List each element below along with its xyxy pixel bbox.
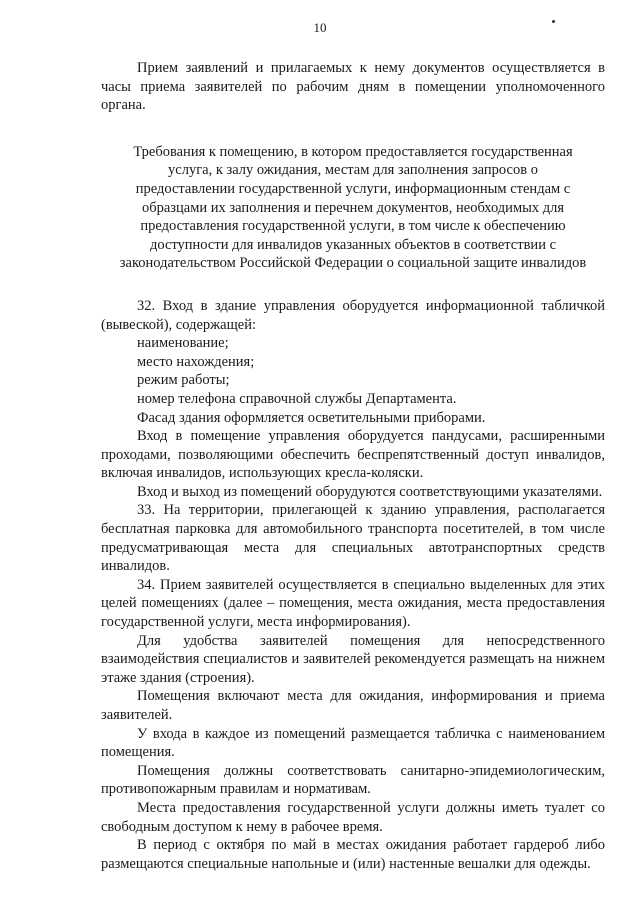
paragraph: У входа в каждое из помещений размещается табличка с наименованием помещения.	[101, 725, 605, 761]
paragraph: Для удобства заявителей помещения для непосредственного взаимодействия специалистов и заявителей рекомендуется размещать на нижнем этаже здания (строения).	[101, 632, 605, 686]
page-number: 10	[313, 20, 327, 35]
paragraph-32: 32. Вход в здание управления оборудуется информационной табличкой (вывеской), содержащей:	[101, 297, 605, 333]
paragraph: Помещения должны соответствовать санитарно-эпидемиологическим, противопожарным правилам и нормативам.	[101, 762, 605, 798]
paragraph-33: 33. На территории, прилегающей к зданию управления, располагается бесплатная парковка для автомобильного транспорта посетителей, в том числе предусматривающая места для специальных автотранспортных средств инвалидов.	[101, 502, 605, 575]
paragraph-34: 34. Прием заявителей осуществляется в специально выделенных для этих целей помещениях (далее – помещения, места ожидания, места предоставления государственной услуги, места информирования).	[101, 576, 605, 631]
paragraph: В период с октября по май в местах ожидания работает гардероб либо размещаются специальные напольные и (или) настенные вешалки для одежды.	[101, 837, 605, 872]
list-item: наименование;	[137, 335, 229, 352]
paragraph: Места предоставления государственной услуги должны иметь туалет со свободным доступом к нему в рабочее время.	[101, 799, 605, 835]
scan-speck	[552, 20, 555, 23]
list-item: номер телефона справочной службы Департамента.	[137, 390, 457, 407]
section-heading: Требования к помещению, в котором предоставляется государственная услуга, к залу ожидания, местам для заполнения запросов о предоставлении государственной услуги, информационным стендам с образцами их заполнения и перечнем документов, необходимых для предоставления государственной услуги, в том числе к обеспечению доступности для инвалидов указанных объектов в соответствии с законодательством Российской Федерации о социальной защите инвалидов	[119, 143, 587, 272]
paragraph: Помещения включают места для ожидания, информирования и приема заявителей.	[101, 688, 605, 723]
list-item: место нахождения;	[137, 353, 255, 370]
paragraph: Вход и выход из помещений оборудуются соответствующими указателями.	[137, 483, 603, 500]
paragraph: Вход в помещение управления оборудуется пандусами, расширенными проходами, позволяющими обеспечить беспрепятственный доступ инвалидов, включая инвалидов, использующих кресла-коляски.	[101, 428, 605, 482]
list-item: режим работы;	[137, 372, 230, 389]
paragraph: Фасад здания оформляется осветительными приборами.	[137, 409, 486, 426]
document-body	[101, 59, 605, 873]
intro-paragraph: Прием заявлений и прилагаемых к нему документов осуществляется в часы приема заявителей по рабочим дням в помещении уполномоченного органа.	[101, 60, 605, 114]
